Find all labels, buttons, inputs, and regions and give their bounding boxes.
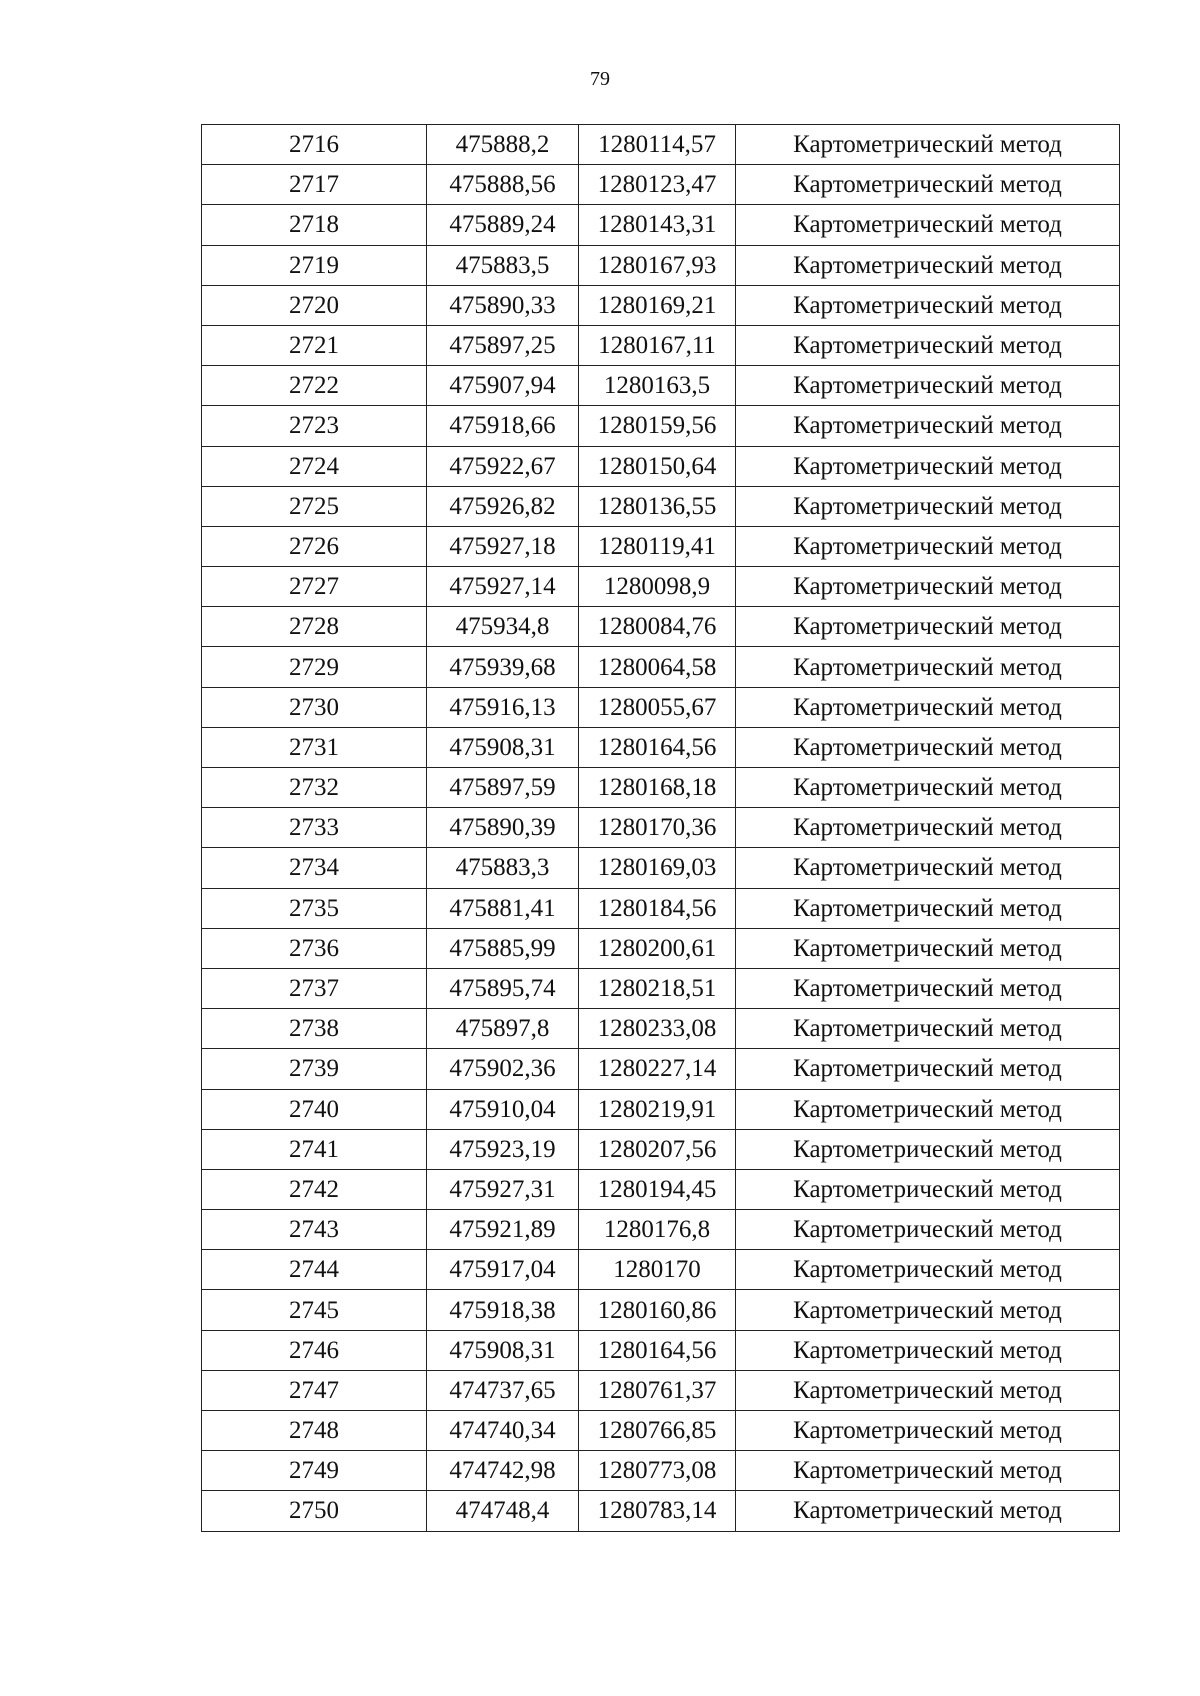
- table-row: [202, 205, 1120, 245]
- table-row: [202, 285, 1120, 325]
- y-coordinate-cell: 1280227,14: [579, 1049, 736, 1089]
- method-cell: Картометрический метод: [736, 1210, 1120, 1250]
- y-coordinate-cell: 1280773,08: [579, 1451, 736, 1491]
- table-row: [202, 808, 1120, 848]
- table-row: [202, 888, 1120, 928]
- method-cell: Картометрический метод: [736, 325, 1120, 365]
- table-row: [202, 526, 1120, 566]
- method-cell: Картометрический метод: [736, 848, 1120, 888]
- point-number-cell: 2723: [202, 406, 427, 446]
- y-coordinate-cell: 1280164,56: [579, 1330, 736, 1370]
- table-row: [202, 1169, 1120, 1209]
- point-number-cell: 2718: [202, 205, 427, 245]
- table-row: [202, 1210, 1120, 1250]
- x-coordinate-cell: 475922,67: [427, 446, 579, 486]
- y-coordinate-cell: 1280084,76: [579, 607, 736, 647]
- x-coordinate-cell: 475917,04: [427, 1250, 579, 1290]
- y-coordinate-cell: 1280169,03: [579, 848, 736, 888]
- point-number-cell: 2722: [202, 366, 427, 406]
- table-row: [202, 125, 1120, 165]
- x-coordinate-cell: 475927,31: [427, 1169, 579, 1209]
- table-row: [202, 647, 1120, 687]
- point-number-cell: 2720: [202, 285, 427, 325]
- x-coordinate-cell: 475895,74: [427, 968, 579, 1008]
- x-coordinate-cell: 475888,56: [427, 165, 579, 205]
- point-number-cell: 2748: [202, 1411, 427, 1451]
- x-coordinate-cell: 475927,14: [427, 567, 579, 607]
- x-coordinate-cell: 475918,38: [427, 1290, 579, 1330]
- x-coordinate-cell: 475907,94: [427, 366, 579, 406]
- y-coordinate-cell: 1280233,08: [579, 1009, 736, 1049]
- x-coordinate-cell: 475918,66: [427, 406, 579, 446]
- table-row: [202, 446, 1120, 486]
- point-number-cell: 2746: [202, 1330, 427, 1370]
- y-coordinate-cell: 1280143,31: [579, 205, 736, 245]
- point-number-cell: 2728: [202, 607, 427, 647]
- table-row: [202, 1129, 1120, 1169]
- y-coordinate-cell: 1280167,93: [579, 245, 736, 285]
- table-row: [202, 968, 1120, 1008]
- x-coordinate-cell: 475908,31: [427, 727, 579, 767]
- table-row: [202, 727, 1120, 767]
- table-row: [202, 1049, 1120, 1089]
- point-number-cell: 2721: [202, 325, 427, 365]
- method-cell: Картометрический метод: [736, 888, 1120, 928]
- table-row: [202, 406, 1120, 446]
- y-coordinate-cell: 1280200,61: [579, 928, 736, 968]
- y-coordinate-cell: 1280194,45: [579, 1169, 736, 1209]
- y-coordinate-cell: 1280098,9: [579, 567, 736, 607]
- y-coordinate-cell: 1280159,56: [579, 406, 736, 446]
- method-cell: Картометрический метод: [736, 567, 1120, 607]
- method-cell: Картометрический метод: [736, 446, 1120, 486]
- x-coordinate-cell: 475897,59: [427, 768, 579, 808]
- point-number-cell: 2733: [202, 808, 427, 848]
- point-number-cell: 2744: [202, 1250, 427, 1290]
- x-coordinate-cell: 475890,33: [427, 285, 579, 325]
- method-cell: Картометрический метод: [736, 968, 1120, 1008]
- coordinates-table: [201, 124, 1120, 1532]
- method-cell: Картометрический метод: [736, 406, 1120, 446]
- x-coordinate-cell: 475926,82: [427, 486, 579, 526]
- method-cell: Картометрический метод: [736, 1009, 1120, 1049]
- method-cell: Картометрический метод: [736, 607, 1120, 647]
- y-coordinate-cell: 1280168,18: [579, 768, 736, 808]
- y-coordinate-cell: 1280163,5: [579, 366, 736, 406]
- y-coordinate-cell: 1280055,67: [579, 687, 736, 727]
- y-coordinate-cell: 1280783,14: [579, 1491, 736, 1531]
- point-number-cell: 2736: [202, 928, 427, 968]
- point-number-cell: 2747: [202, 1370, 427, 1410]
- y-coordinate-cell: 1280766,85: [579, 1411, 736, 1451]
- x-coordinate-cell: 475921,89: [427, 1210, 579, 1250]
- point-number-cell: 2726: [202, 526, 427, 566]
- table-row: [202, 567, 1120, 607]
- method-cell: Картометрический метод: [736, 928, 1120, 968]
- point-number-cell: 2729: [202, 647, 427, 687]
- y-coordinate-cell: 1280114,57: [579, 125, 736, 165]
- x-coordinate-cell: 475883,5: [427, 245, 579, 285]
- method-cell: Картометрический метод: [736, 1089, 1120, 1129]
- method-cell: Картометрический метод: [736, 366, 1120, 406]
- point-number-cell: 2738: [202, 1009, 427, 1049]
- y-coordinate-cell: 1280176,8: [579, 1210, 736, 1250]
- table-row: [202, 1411, 1120, 1451]
- y-coordinate-cell: 1280170,36: [579, 808, 736, 848]
- x-coordinate-cell: 475939,68: [427, 647, 579, 687]
- x-coordinate-cell: 475910,04: [427, 1089, 579, 1129]
- x-coordinate-cell: 475883,3: [427, 848, 579, 888]
- point-number-cell: 2749: [202, 1451, 427, 1491]
- page-number: 79: [590, 68, 610, 90]
- x-coordinate-cell: 475902,36: [427, 1049, 579, 1089]
- table-row: [202, 1491, 1120, 1531]
- x-coordinate-cell: 474740,34: [427, 1411, 579, 1451]
- method-cell: Картометрический метод: [736, 125, 1120, 165]
- table-row: [202, 165, 1120, 205]
- method-cell: Картометрический метод: [736, 687, 1120, 727]
- table-row: [202, 1250, 1120, 1290]
- method-cell: Картометрический метод: [736, 727, 1120, 767]
- point-number-cell: 2725: [202, 486, 427, 526]
- method-cell: Картометрический метод: [736, 1491, 1120, 1531]
- y-coordinate-cell: 1280160,86: [579, 1290, 736, 1330]
- point-number-cell: 2742: [202, 1169, 427, 1209]
- point-number-cell: 2740: [202, 1089, 427, 1129]
- x-coordinate-cell: 474742,98: [427, 1451, 579, 1491]
- method-cell: Картометрический метод: [736, 205, 1120, 245]
- point-number-cell: 2719: [202, 245, 427, 285]
- point-number-cell: 2743: [202, 1210, 427, 1250]
- method-cell: Картометрический метод: [736, 1169, 1120, 1209]
- method-cell: Картометрический метод: [736, 285, 1120, 325]
- x-coordinate-cell: 474748,4: [427, 1491, 579, 1531]
- y-coordinate-cell: 1280164,56: [579, 727, 736, 767]
- y-coordinate-cell: 1280150,64: [579, 446, 736, 486]
- x-coordinate-cell: 475885,99: [427, 928, 579, 968]
- table-row: [202, 607, 1120, 647]
- method-cell: Картометрический метод: [736, 1451, 1120, 1491]
- point-number-cell: 2750: [202, 1491, 427, 1531]
- point-number-cell: 2727: [202, 567, 427, 607]
- point-number-cell: 2735: [202, 888, 427, 928]
- point-number-cell: 2716: [202, 125, 427, 165]
- table-row: [202, 768, 1120, 808]
- point-number-cell: 2731: [202, 727, 427, 767]
- table-row: [202, 687, 1120, 727]
- x-coordinate-cell: 475897,8: [427, 1009, 579, 1049]
- table-row: [202, 486, 1120, 526]
- method-cell: Картометрический метод: [736, 1370, 1120, 1410]
- point-number-cell: 2734: [202, 848, 427, 888]
- method-cell: Картометрический метод: [736, 768, 1120, 808]
- x-coordinate-cell: 475908,31: [427, 1330, 579, 1370]
- y-coordinate-cell: 1280761,37: [579, 1370, 736, 1410]
- table-row: [202, 325, 1120, 365]
- y-coordinate-cell: 1280064,58: [579, 647, 736, 687]
- point-number-cell: 2737: [202, 968, 427, 1008]
- x-coordinate-cell: 475916,13: [427, 687, 579, 727]
- y-coordinate-cell: 1280207,56: [579, 1129, 736, 1169]
- x-coordinate-cell: 475897,25: [427, 325, 579, 365]
- x-coordinate-cell: 475889,24: [427, 205, 579, 245]
- method-cell: Картометрический метод: [736, 1049, 1120, 1089]
- method-cell: Картометрический метод: [736, 808, 1120, 848]
- y-coordinate-cell: 1280119,41: [579, 526, 736, 566]
- method-cell: Картометрический метод: [736, 486, 1120, 526]
- method-cell: Картометрический метод: [736, 245, 1120, 285]
- point-number-cell: 2717: [202, 165, 427, 205]
- y-coordinate-cell: 1280184,56: [579, 888, 736, 928]
- y-coordinate-cell: 1280170: [579, 1250, 736, 1290]
- point-number-cell: 2741: [202, 1129, 427, 1169]
- x-coordinate-cell: 474737,65: [427, 1370, 579, 1410]
- x-coordinate-cell: 475881,41: [427, 888, 579, 928]
- method-cell: Картометрический метод: [736, 1330, 1120, 1370]
- y-coordinate-cell: 1280219,91: [579, 1089, 736, 1129]
- point-number-cell: 2732: [202, 768, 427, 808]
- x-coordinate-cell: 475923,19: [427, 1129, 579, 1169]
- table-row: [202, 1290, 1120, 1330]
- point-number-cell: 2724: [202, 446, 427, 486]
- x-coordinate-cell: 475927,18: [427, 526, 579, 566]
- method-cell: Картометрический метод: [736, 165, 1120, 205]
- table-row: [202, 245, 1120, 285]
- method-cell: Картометрический метод: [736, 526, 1120, 566]
- table-row: [202, 848, 1120, 888]
- method-cell: Картометрический метод: [736, 1129, 1120, 1169]
- table-row: [202, 1451, 1120, 1491]
- table-row: [202, 366, 1120, 406]
- method-cell: Картометрический метод: [736, 1411, 1120, 1451]
- y-coordinate-cell: 1280167,11: [579, 325, 736, 365]
- table-row: [202, 928, 1120, 968]
- table-row: [202, 1330, 1120, 1370]
- point-number-cell: 2745: [202, 1290, 427, 1330]
- point-number-cell: 2730: [202, 687, 427, 727]
- method-cell: Картометрический метод: [736, 1290, 1120, 1330]
- y-coordinate-cell: 1280218,51: [579, 968, 736, 1008]
- y-coordinate-cell: 1280136,55: [579, 486, 736, 526]
- y-coordinate-cell: 1280123,47: [579, 165, 736, 205]
- method-cell: Картометрический метод: [736, 647, 1120, 687]
- x-coordinate-cell: 475890,39: [427, 808, 579, 848]
- table-row: [202, 1089, 1120, 1129]
- x-coordinate-cell: 475888,2: [427, 125, 579, 165]
- y-coordinate-cell: 1280169,21: [579, 285, 736, 325]
- coordinates-table-body: [202, 125, 1120, 1532]
- method-cell: Картометрический метод: [736, 1250, 1120, 1290]
- x-coordinate-cell: 475934,8: [427, 607, 579, 647]
- table-row: [202, 1370, 1120, 1410]
- point-number-cell: 2739: [202, 1049, 427, 1089]
- table-row: [202, 1009, 1120, 1049]
